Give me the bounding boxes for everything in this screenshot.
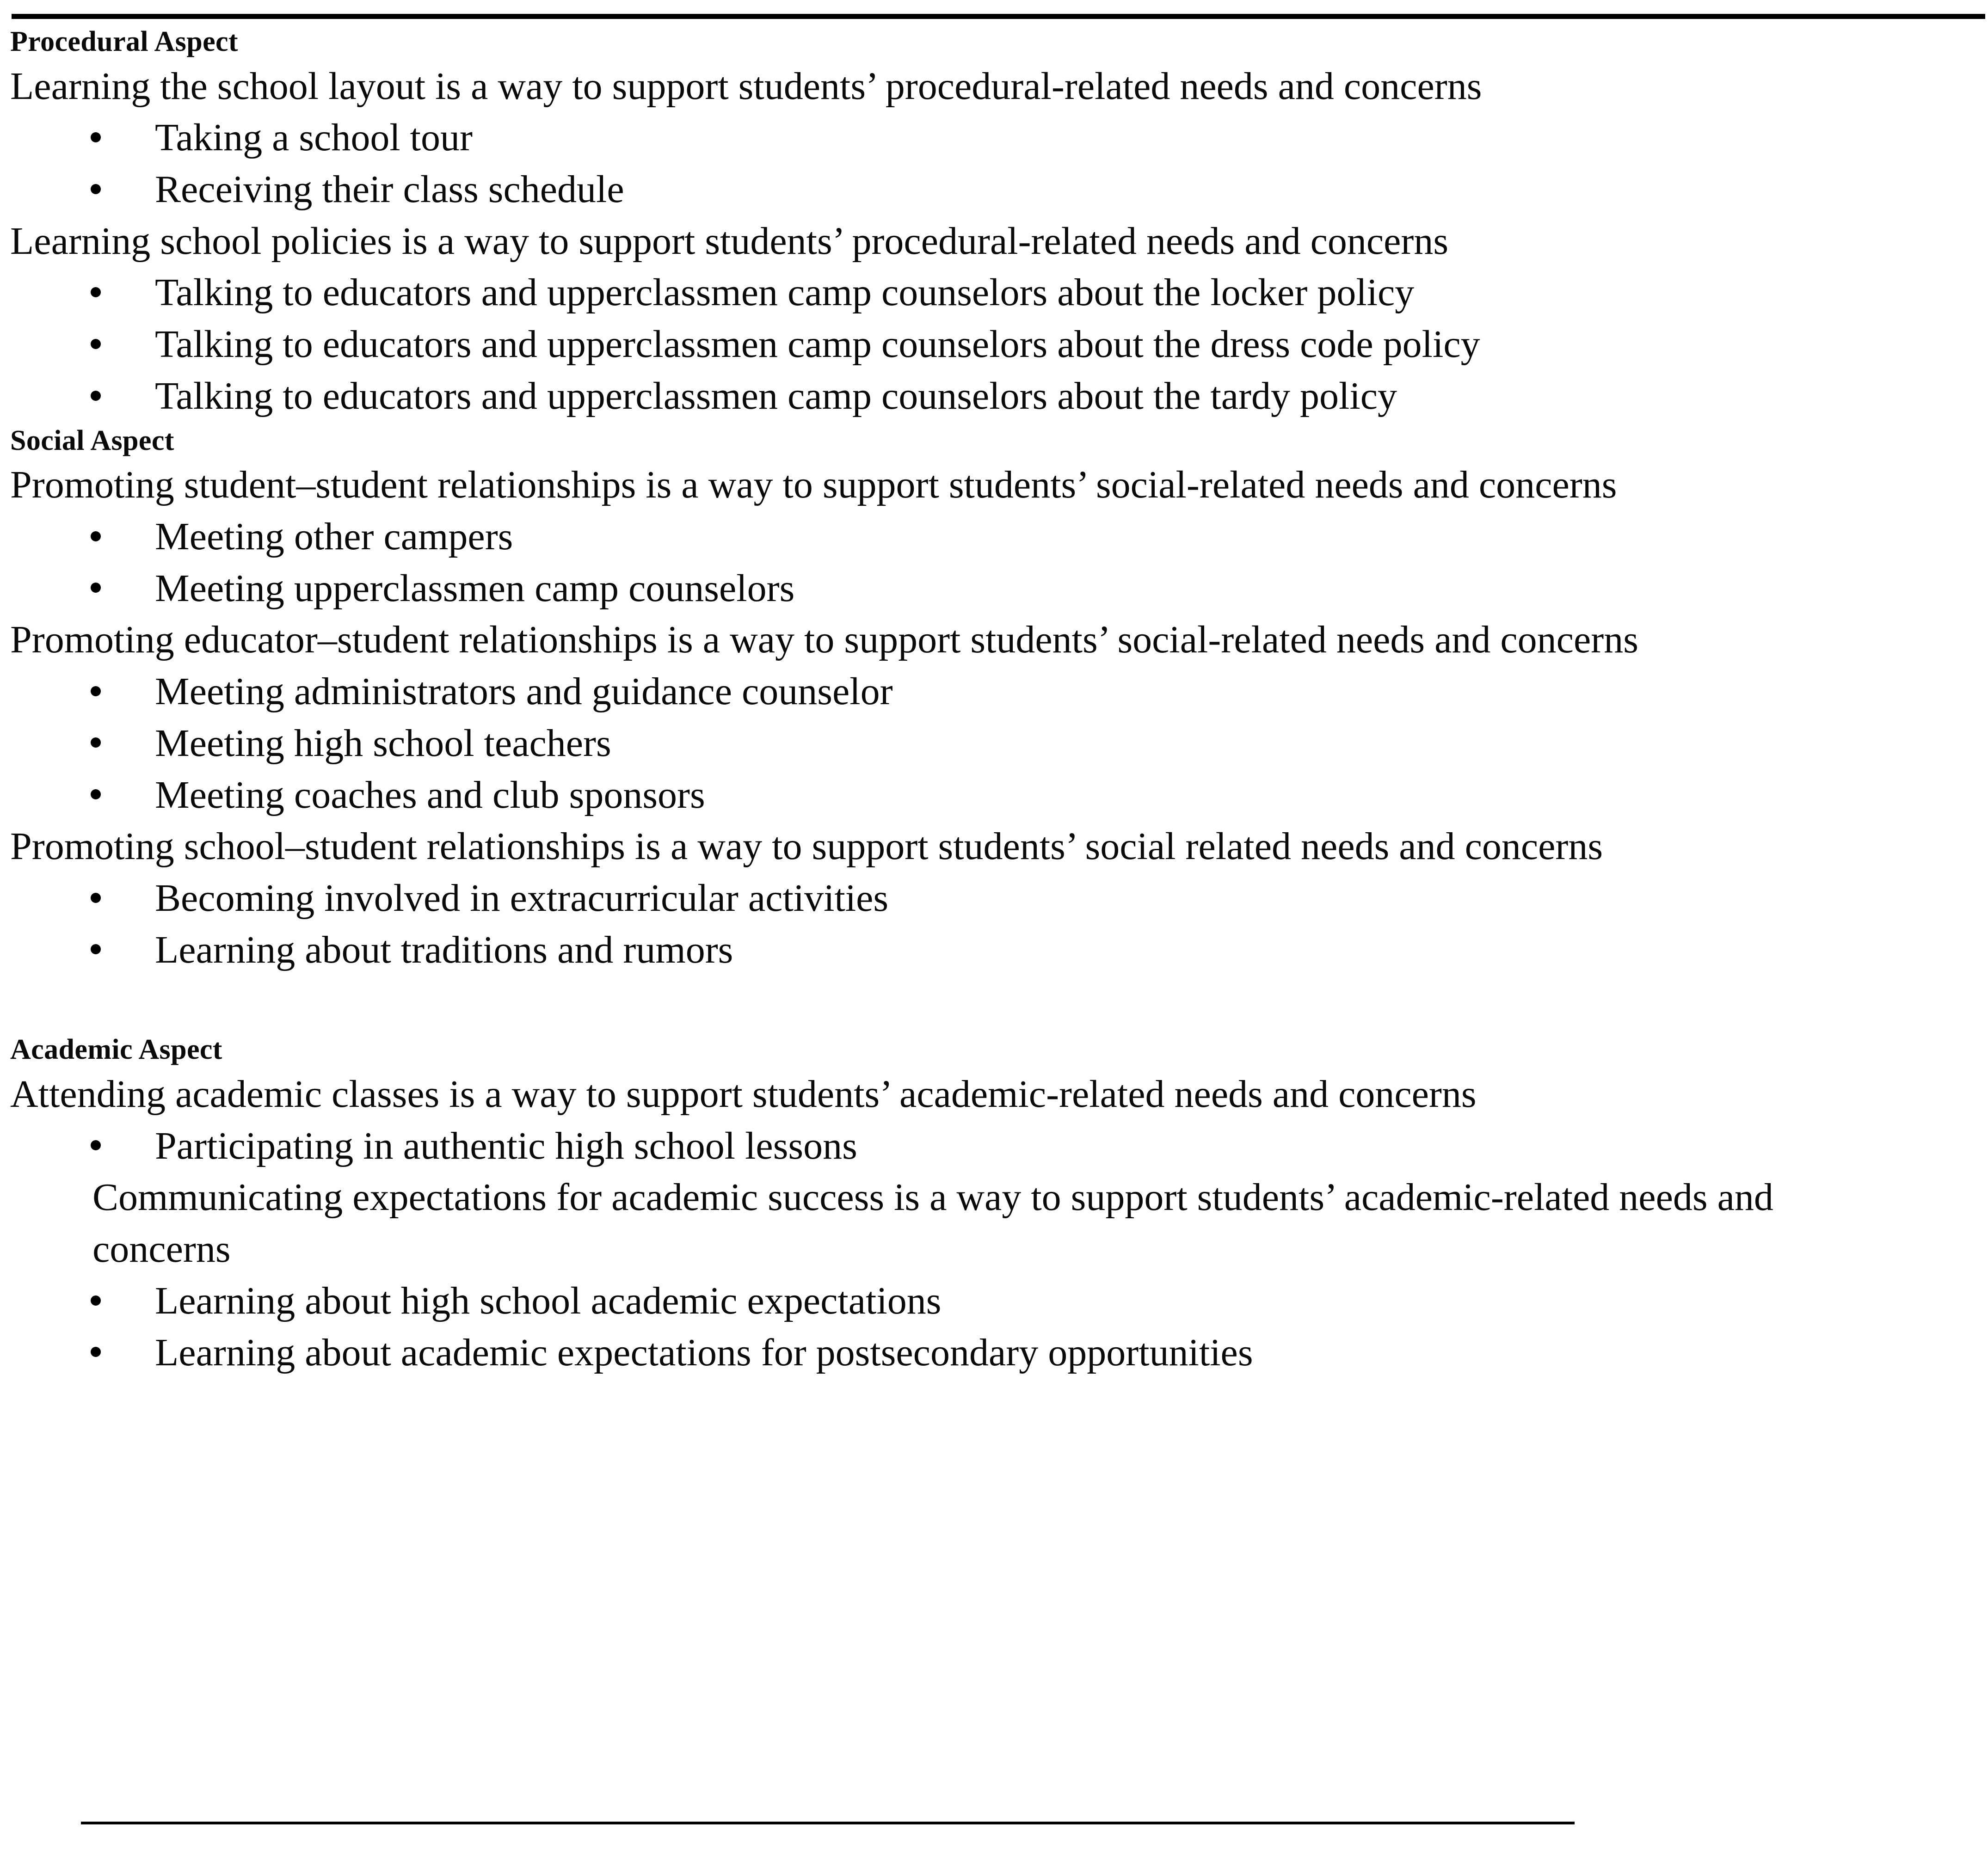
list-item <box>0 769 1988 821</box>
list-item <box>0 267 1988 319</box>
section-academic <box>0 1031 1988 1378</box>
list-item <box>0 511 1988 563</box>
bullet-dot-icon <box>91 531 101 541</box>
list-item <box>0 112 1988 164</box>
bullet-list-procedural-layout <box>0 112 1988 215</box>
list-item-label: Participating in authentic high school lessons <box>155 1124 857 1167</box>
bullet-list-procedural-policies <box>0 267 1988 422</box>
bullet-dot-icon <box>91 1295 101 1306</box>
table-content <box>0 23 1988 1378</box>
paragraph-social-student-student: Promoting student–student relationships is a way to support students’ social-related needs and concerns <box>10 463 1617 507</box>
list-item-label: Learning about academic expectations for postsecondary opportunities <box>155 1331 1253 1374</box>
bullet-dot-icon <box>91 287 101 297</box>
list-item <box>0 924 1988 976</box>
list-item-label: Meeting high school teachers <box>155 721 611 765</box>
bullet-dot-icon <box>91 1347 101 1357</box>
bullet-dot-icon <box>91 1140 101 1150</box>
bullet-list-academic-classes <box>0 1120 1988 1172</box>
bullet-list-academic-expectations <box>0 1275 1988 1378</box>
bullet-dot-icon <box>91 184 101 194</box>
list-item-label: Learning about traditions and rumors <box>155 928 733 971</box>
list-item-label: Receiving their class schedule <box>155 168 624 211</box>
paragraph-social-school-student: Promoting school–student relationships is a way to support students’ social related needs and concerns <box>10 825 1603 868</box>
section-header-procedural: Procedural Aspect <box>10 26 238 57</box>
paragraph-procedural-policies: Learning school policies is a way to support students’ procedural-related needs and concerns <box>10 219 1449 263</box>
bullet-dot-icon <box>91 893 101 903</box>
list-item-label: Learning about high school academic expectations <box>155 1279 942 1322</box>
section-header-social: Social Aspect <box>10 424 174 456</box>
paragraph-social-educator-student: Promoting educator–student relationships is a way to support students’ social-related needs and concerns <box>10 618 1638 662</box>
bullet-dot-icon <box>91 789 101 799</box>
bullet-dot-icon <box>91 686 101 696</box>
section-header-academic: Academic Aspect <box>10 1034 222 1066</box>
list-item-label: Meeting upperclassmen camp counselors <box>155 566 795 610</box>
bullet-dot-icon <box>91 132 101 142</box>
list-item-label: Taking a school tour <box>155 116 473 160</box>
list-item <box>0 370 1988 422</box>
bullet-list-social-educator-student <box>0 666 1988 821</box>
paragraph-procedural-layout: Learning the school layout is a way to support students’ procedural-related needs and concerns <box>10 64 1482 108</box>
bullet-dot-icon <box>91 391 101 401</box>
bullet-dot-icon <box>91 737 101 748</box>
list-item-label: Talking to educators and upperclassmen camp counselors about the tardy policy <box>155 374 1397 417</box>
bullet-list-social-student-student <box>0 511 1988 614</box>
section-spacer <box>0 976 1988 1031</box>
list-item <box>0 1327 1988 1379</box>
list-item-label: Meeting coaches and club sponsors <box>155 773 705 816</box>
table-bottom-rule <box>81 1822 1575 1824</box>
list-item <box>0 319 1988 370</box>
section-procedural <box>0 23 1988 422</box>
list-item <box>0 718 1988 769</box>
bullet-dot-icon <box>91 583 101 593</box>
list-item <box>0 1120 1988 1172</box>
list-item-label: Talking to educators and upperclassmen camp counselors about the locker policy <box>155 271 1415 314</box>
list-item <box>0 1275 1988 1327</box>
list-item <box>0 666 1988 718</box>
bullet-dot-icon <box>91 944 101 954</box>
list-item <box>0 872 1988 924</box>
paragraph-academic-expectations: Communicating expectations for academic success is a way to support students’ academic-related needs and concerns <box>92 1176 1773 1271</box>
paragraph-academic-classes: Attending academic classes is a way to support students’ academic-related needs and concerns <box>10 1073 1477 1116</box>
table-top-rule <box>12 14 1985 19</box>
list-item-label: Meeting other campers <box>155 515 513 558</box>
list-item <box>0 563 1988 614</box>
list-item-label: Becoming involved in extracurricular activities <box>155 876 889 920</box>
list-item <box>0 164 1988 215</box>
list-item-label: Talking to educators and upperclassmen camp counselors about the dress code policy <box>155 323 1480 366</box>
section-social <box>0 422 1988 976</box>
list-item-label: Meeting administrators and guidance counselor <box>155 670 893 713</box>
bullet-dot-icon <box>91 339 101 349</box>
bullet-list-social-school-student <box>0 872 1988 976</box>
